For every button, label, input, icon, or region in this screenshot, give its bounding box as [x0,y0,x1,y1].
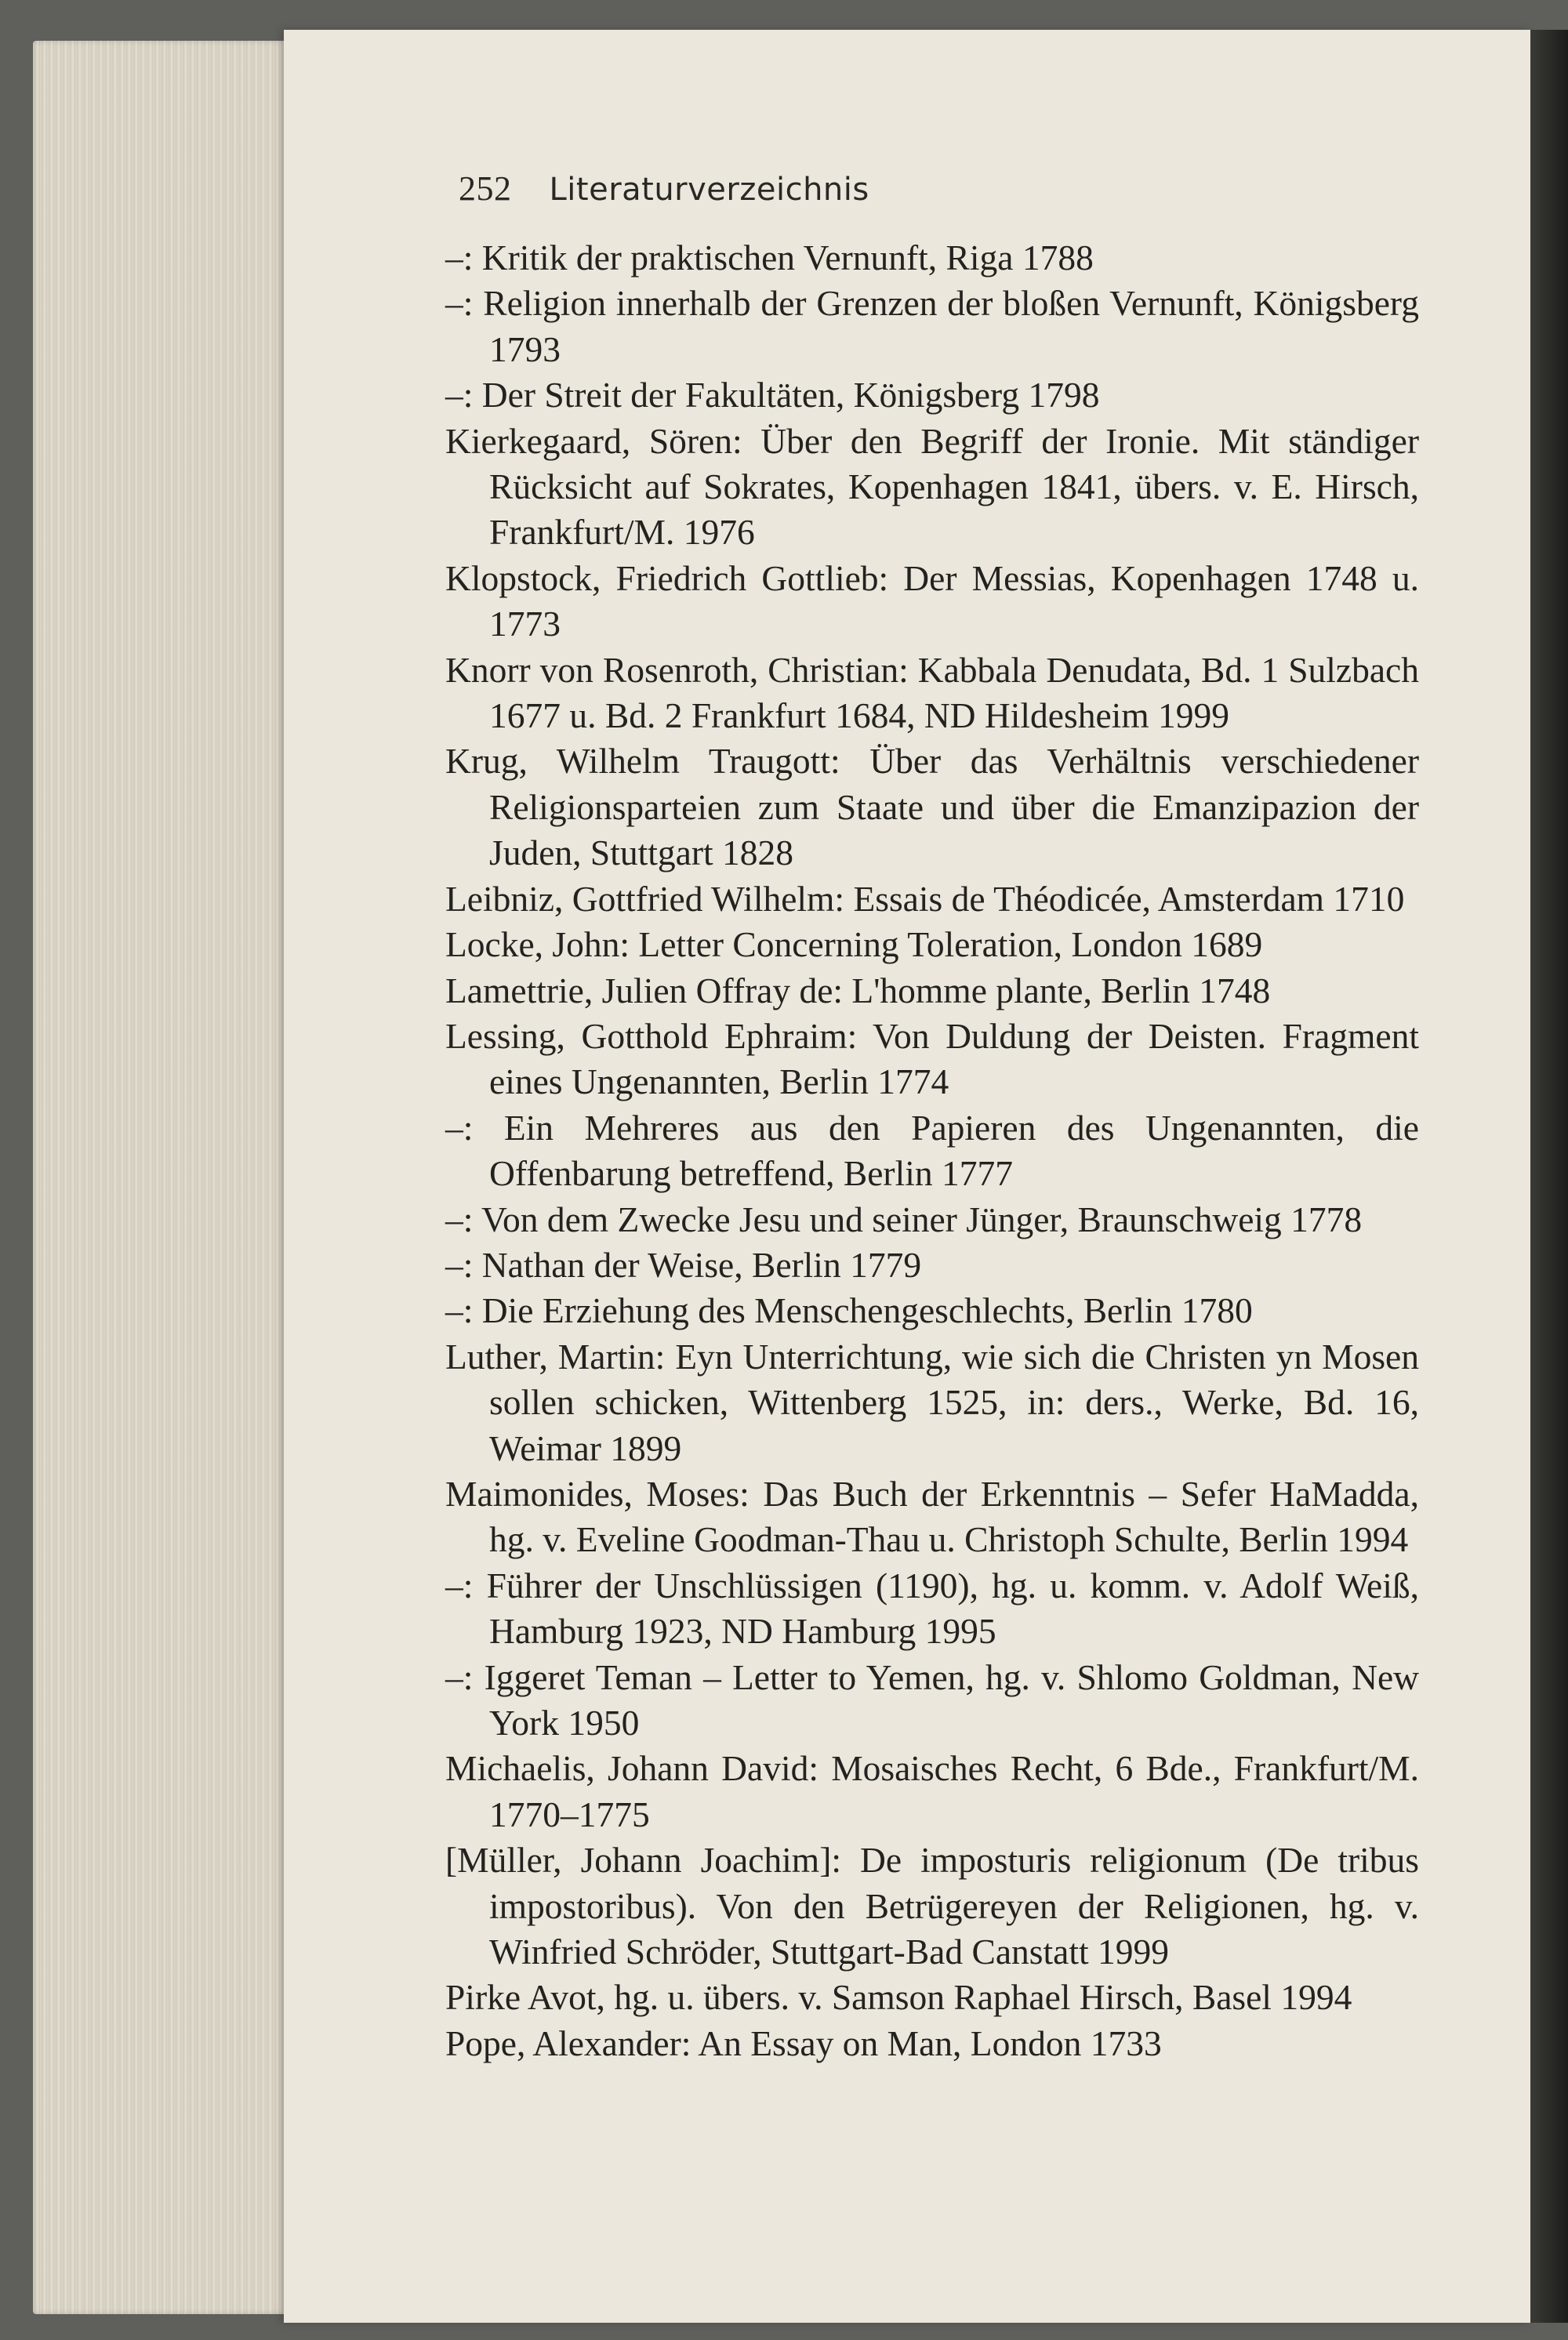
bibliography-entry: –: Der Streit der Fakultäten, Königsberg 1798 [445,375,1100,415]
bibliography-entry: Lessing, Gotthold Ephraim: Von Duldung der Deisten. Fragment eines Ungenannten, Berlin 1774 [445,1015,1419,1102]
bibliography-entry: –: Ein Mehreres aus den Papieren des Ungenannten, die Offenbarung betreffend, Berlin 1777 [445,1107,1419,1194]
running-header [459,169,869,209]
bibliography-entry: Michaelis, Johann David: Mosaisches Recht, 6 Bde., Frankfurt/M. 1770–1775 [445,1748,1419,1834]
bibliography-entry: Klopstock, Friedrich Gottlieb: Der Messias, Kopenhagen 1748 u. 1773 [445,557,1419,644]
bibliography-entry: Pirke Avot, hg. u. übers. v. Samson Raphael Hirsch, Basel 1994 [445,1977,1352,2018]
bibliography-entry: –: Kritik der praktischen Vernunft, Riga 1788 [445,238,1094,278]
bibliography-entry: –: Führer der Unschlüssigen (1190), hg. u. komm. v. Adolf Weiß, Hamburg 1923, ND Hamburg 1995 [445,1565,1419,1652]
bibliography-entry: –: Iggeret Teman – Letter to Yemen, hg. v. Shlomo Goldman, New York 1950 [445,1656,1419,1743]
bibliography-entry: Maimonides, Moses: Das Buch der Erkenntnis – Sefer HaMadda, hg. v. Eveline Goodman-Thau u. Christoph Schulte, Berlin 1994 [445,1473,1419,1560]
bibliography-entry: Knorr von Rosenroth, Christian: Kabbala Denudata, Bd. 1 Sulzbach 1677 u. Bd. 2 Frankfurt 1684, ND Hildesheim 1999 [445,649,1419,736]
bibliography-entry: –: Die Erziehung des Menschengeschlechts, Berlin 1780 [445,1290,1253,1331]
bibliography-entry: –: Religion innerhalb der Grenzen der bloßen Vernunft, Königsberg 1793 [445,283,1419,369]
bibliography-entry: Lamettrie, Julien Offray de: L'homme plante, Berlin 1748 [445,970,1271,1010]
bibliography-entry: Pope, Alexander: An Essay on Man, London 1733 [445,2023,1162,2063]
bibliography-entry: Leibniz, Gottfried Wilhelm: Essais de Théodicée, Amsterdam 1710 [445,878,1405,919]
bibliography-entry: Locke, John: Letter Concerning Toleration, London 1689 [445,924,1263,965]
page-edges [33,41,284,2314]
bibliography-entry: –: Nathan der Weise, Berlin 1779 [445,1244,922,1285]
page-number: 252 [459,169,512,208]
running-head-title: Literaturverzeichnis [549,172,869,208]
bibliography-entry: –: Von dem Zwecke Jesu und seiner Jünger, Braunschweig 1778 [445,1199,1363,1239]
bibliography-entry: Kierkegaard, Sören: Über den Begriff der Ironie. Mit ständiger Rücksicht auf Sokrates, Kopenhagen 1841, übers. v. E. Hirsch, Frankfurt/M. 1976 [445,420,1419,553]
bibliography-entry: [Müller, Johann Joachim]: De imposturis religionum (De tribus impostoribus). Von den Betrügereyen der Religionen, hg. v. Winfried Schröder, Stuttgart-Bad Canstatt 1999 [445,1840,1419,1972]
bibliography-list [445,235,1419,2066]
bibliography-entry: Luther, Martin: Eyn Unterrichtung, wie sich die Christen yn Mosen sollen schicken, Wittenberg 1525, in: ders., Werke, Bd. 16, Weimar 1899 [445,1336,1419,1468]
book-gutter [1530,30,1568,2323]
bibliography-entry: Krug, Wilhelm Traugott: Über das Verhältnis verschiedener Religionsparteien zum Staate und über die Emanzipazion der Juden, Stuttgart 1828 [445,741,1419,873]
